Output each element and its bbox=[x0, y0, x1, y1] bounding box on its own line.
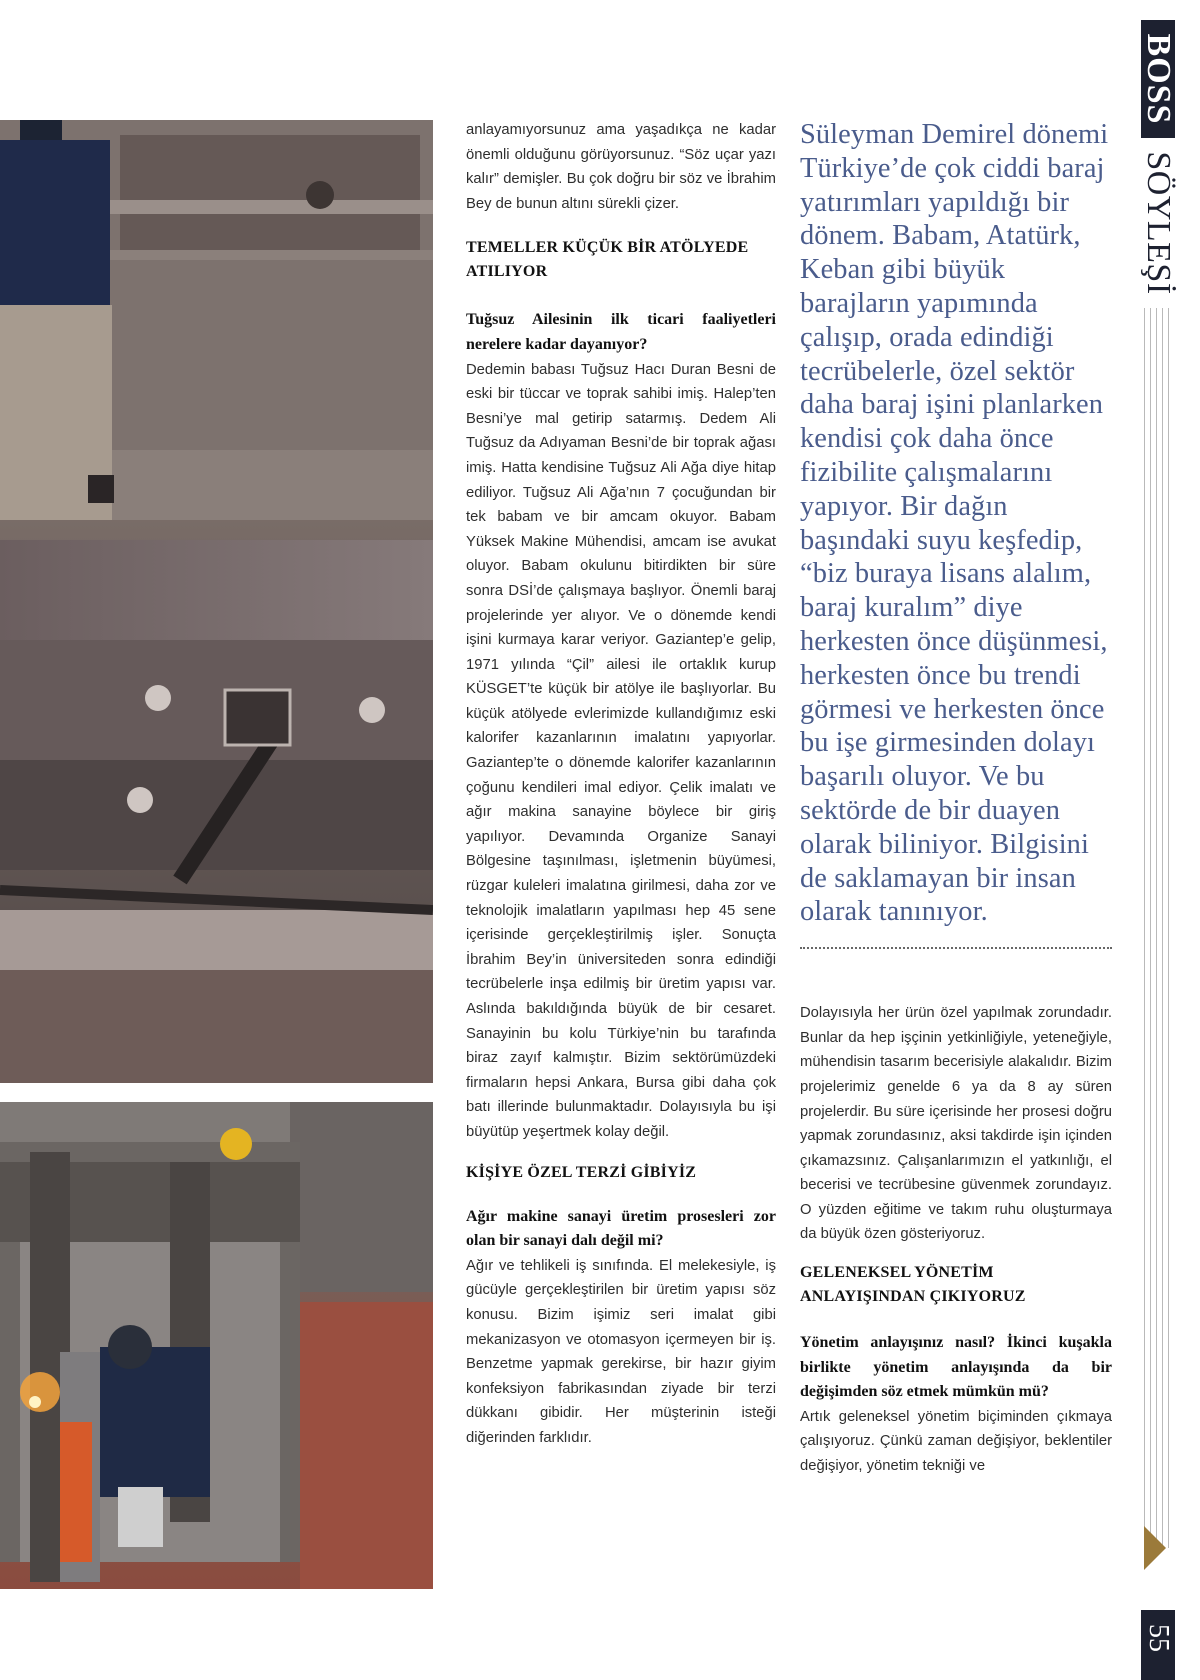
sidebar-rule-2 bbox=[1150, 308, 1151, 1548]
triangle-right-icon bbox=[1144, 1526, 1166, 1570]
question-tugsuz-ailesi: Tuğsuz Ailesinin ilk ticari faaliyetleri nerelere kadar dayanıyor? bbox=[466, 311, 776, 353]
answer-tugsuz-ailesi: Dedemin babası Tuğsuz Hacı Duran Besni de eski bir tüccar ve toprak sahibi imiş. Halep’ten Besni’ye mal getirip satarmış. Dedem Ali Tuğsuz da Adıyaman Besni’de bir toprak ağası imiş. Hatta kendisine Tuğsuz Ali Ağa diye hitap ediliyor. Tuğsuz Ali Ağa’nın 7 çocuğundan bir tek babam ve bir amcam okuyor. Babam Yüksek Makine Mühendisi, amcam ise avukat oluyor. Babam okulunu bitirdikten bir süre sonra DSİ’de çalışmaya başlıyor. Önemli baraj projelerinde yer alıyor. Ve o dönemde kendi işini kurmaya karar veriyor. Gaziantep’e gelip, 1971 yılında “Çil” ailesi ile ortaklık kurup KÜSGET’te küçük bir atölye ile başlıyorlar. Bu küçük atölyede evlerimizde kullandığımız eski kalorifer kazanlarının imalatını yapıyorlar. Gaziantep’te o dönemde kalorifer kazanlarının çoğunu kendileri imal ediyor. Çelik imalatı ve ağır makina sanayine böylece bir giriş yapılıyor. Devamında Organize Sanayi Bölgesine taşınılması, işletmenin büyümesi, rüzgar kuleleri imalatına girilmesi, daha zor ve teknolojik imalatların yapılması hep 45 sene içerisinde gerçekleştirilmiş işler. Sonuçta İbrahim Bey’in üniversiteden sonra edindiği tecrübelerle inşa edilmiş bir üretim yapısı var. Aslında bakıldığında büyük de bir cesaret. Sanayinin bu kolu Türkiye’nin bu tarafında biraz zayıf kalmıştır. Bizim sektörümüzdeki firmaların hepsi Ankara, Bursa gibi daha çok batı illerinde bulunmaktadır. Dolayısıyla bu işi büyütüp yeşertmek kolay değil. bbox=[466, 361, 776, 1140]
sidebar-rule-4 bbox=[1162, 308, 1163, 1548]
photo-steel-frame-worker bbox=[0, 120, 433, 1083]
paragraph-ozel-urun: Dolayısıyla her ürün özel yapılmak zorundadır. Bunlar da hep işçinin yetkinliğiyle, yeteneğiyle, mühendisin tasarım becerisiyle alakalıdır. Bizim projelerimiz genelde 6 ya da 8 ay süren projelerdir. Bu süre içerisinde her prosesi doğru yapmak zorundasınız, aksi takdirde işin içinden çıkamazsınız. Çalışanlarımızın el yatkınlığı, el becerisi ve tecrübesine güvenmek zorundayız. O yüzden eğitime ve takım ruhu oluşturmaya da büyük özen gösteriyoruz. bbox=[800, 1005, 1112, 1243]
answer-yonetim: Artık geleneksel yönetim biçiminden çıkmaya çalışıyoruz. Çünkü zaman değişiyor, beklentiler değişiyor, yönetim tekniği ve bbox=[800, 1408, 1112, 1475]
pull-quote: Süleyman Demirel dönemi Türkiye’de çok ciddi baraj yatırımları yapıldığı bir dönem. Babam, Atatürk, Keban gibi büyük barajların yapımında çalışıp, orada edindiği tecrübelerle, özel sektör daha baraj işini planlarken kendisi çok daha önce fizibilite çalışmalarını yapıyor. Bir dağın başındaki suyu keşfedip, “biz buraya lisans alalım, baraj kuralım” diye herkesten önce düşünmesi, herkesten önce bu trendi görmesi ve herkesten önce bu işe girmesinden dolayı başarılı oluyor. Ve bu sektörde de bir duayen olarak biliniyor. Bilgisini de saklamayan bir insan olarak tanınıyor. bbox=[800, 119, 1109, 928]
sidebar-rule-5 bbox=[1168, 308, 1169, 1548]
section-heading-kisiye-ozel: KİŞİYE ÖZEL TERZİ GİBİYİZ bbox=[466, 1163, 697, 1181]
section-heading-geleneksel: GELENEKSEL YÖNETİM ANLAYIŞINDAN ÇIKIYORUZ bbox=[800, 1264, 1026, 1306]
photo-welder-cylinder bbox=[0, 1102, 433, 1589]
answer-agir-makine: Ağır ve tehlikeli iş sınıfında. El melekesiyle, iş gücüyle gerçekleştirilen bir üretim yapısı söz konusu. Bizim işimiz seri imalat gibi mekanizasyon ve otomasyon içermeyen bir iş. Benzetme yapmak gerekirse, bir hazır giyim konfeksiyon fabrikasından ziyade bir terzi dükkanı gibidir. Her müşterinin isteği diğerinden farklıdır. bbox=[466, 1257, 776, 1446]
sidebar-rule-3 bbox=[1156, 308, 1157, 1548]
brand-text: BOSS bbox=[1140, 33, 1177, 125]
sidebar-rule-1 bbox=[1144, 308, 1145, 1548]
question-agir-makine: Ağır makine sanayi üretim prosesleri zor olan bir sanayi dalı değil mi? bbox=[466, 1207, 776, 1250]
page-number-box bbox=[1141, 1610, 1175, 1680]
section-label bbox=[1141, 140, 1175, 305]
brand-logo bbox=[1141, 20, 1175, 138]
section-heading-temeller: TEMELLER KÜÇÜK BİR ATÖLYEDE ATILIYOR bbox=[466, 239, 749, 281]
column-2 bbox=[800, 118, 1112, 1479]
page-number: 55 bbox=[1143, 1624, 1174, 1652]
intro-paragraph: anlayamıyorsunuz ama yaşadıkça ne kadar önemli olduğunu görüyorsunuz. “Söz uçar yazı kalır” demişler. Bu çok doğru bir söz ve İbrahim Bey de bunun altını sürekli çizer. bbox=[466, 122, 776, 212]
question-yonetim: Yönetim anlayışınız nasıl? İkinci kuşakla birlikte yönetim anlayışında da bir değişimden söz etmek mümkün mü? bbox=[800, 1334, 1112, 1401]
column-1 bbox=[466, 118, 776, 1451]
section-label-text: SÖYLEŞİ bbox=[1140, 150, 1177, 295]
